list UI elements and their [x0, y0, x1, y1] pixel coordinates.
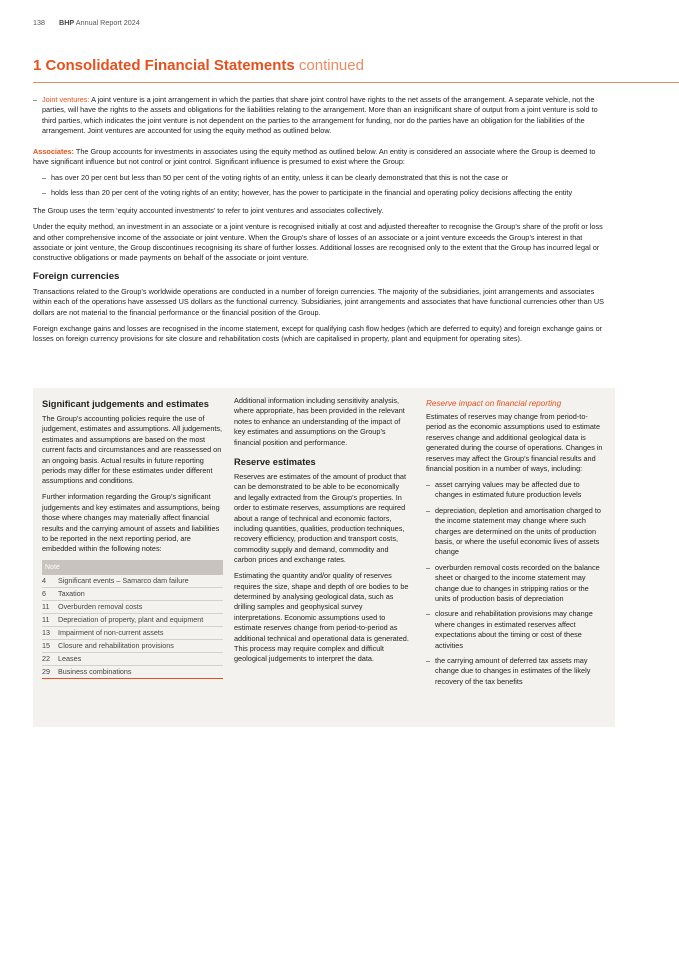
notes-row — [42, 627, 223, 640]
page-header — [33, 18, 140, 27]
paragraph: Further information regarding the Group’s significant judgements and key estimates and assumptions, being those where changes may materially affect financial results and the carrying amount of assets and liabilities to be reported in the next reporting period, are embedded within the following notes: — [42, 492, 220, 554]
main-text — [33, 95, 608, 350]
paragraph: The Group uses the term ‘equity accounted investments’ to refer to joint ventures and associates collectively. — [33, 206, 384, 216]
joint-ventures-text: A joint venture is a joint arrangement in which the parties that share joint control have rights to the net assets of the arrangement. A separate vehicle, not the parties, will have the rights to the assets and obligations for the liabilities relating to the arrangement. More than an insignificant share of output from a joint venture is sold to third parties, which indicates the joint venture is not dependent on the parties to the arrangement for funding, nor do the parties have an obligation for the liabilities of the arrangement. Joint ventures are accounted for using the equity method as outlined below. — [42, 95, 598, 136]
notes-table — [42, 560, 223, 679]
note-number: 4 — [42, 576, 46, 586]
report-name: Annual Report 2024 — [75, 18, 140, 27]
associates-label: Associates: — [33, 146, 74, 156]
note-number: 11 — [42, 615, 50, 625]
brand-name: BHP — [59, 18, 75, 27]
associates-paragraph — [33, 147, 608, 168]
paragraph: Estimating the quantity and/or quality of reserves requires the size, shape and depth of ore bodies to be determined by analysing geological data, such as drilling samples and geophysical survey interpretations. Economic assumptions used to estimate reserves change from period-to-period as additional technical and operational data is generated. This process may require complex and difficult geological judgements to interpret the data. — [234, 571, 409, 664]
associates-text: The Group accounts for investments in associates using the equity method as outlined below. An entity is considered an associate where the Group is deemed to have significant influence but not control or joint control. Significant influence is presumed to exist where the Group: — [33, 146, 596, 167]
notes-row — [42, 653, 223, 666]
impact-bullet: – overburden removal costs recorded on the balance sheet or charged to the income statement may change due to changes in stripping ratios or the units of production basis of depreciation — [426, 563, 604, 605]
note-label: Business combinations — [58, 667, 132, 677]
box-column-2 — [234, 396, 412, 670]
title-rule — [33, 82, 679, 83]
joint-ventures-item — [33, 95, 608, 137]
note-number: 29 — [42, 667, 50, 677]
reserve-impact-heading: Reserve impact on financial reporting — [426, 399, 562, 408]
impact-bullet: – asset carrying values may be affected due to changes in estimated future production levels — [426, 480, 604, 501]
paragraph: Under the equity method, an investment in an associate or a joint venture is recognised initially at cost and adjusted thereafter to recognise the Group’s share of the profit or loss and other comprehensive income of the associate or joint venture. When the Group’s share of losses of an associate or a joint venture exceeds the Group’s interest in that associate or joint venture, the Group discontinues recognising its share of further losses. Additional losses are recognised only to the extent that the Group has incurred legal or constructive obligations or made payments on behalf of the associate or joint venture. — [33, 222, 603, 263]
page-title — [33, 57, 364, 74]
note-label: Overburden removal costs — [58, 602, 143, 612]
note-label: Closure and rehabilitation provisions — [58, 641, 174, 651]
page-number: 138 — [33, 18, 45, 27]
impact-bullet: – depreciation, depletion and amortisation charged to the income statement may change where such charges are determined on the units of production basis, or where the useful economic lives of assets change — [426, 506, 604, 558]
note-number: 6 — [42, 589, 46, 599]
notes-row — [42, 614, 223, 627]
notes-row — [42, 640, 223, 653]
notes-row — [42, 588, 223, 601]
box-column-1 — [42, 396, 223, 679]
notes-row — [42, 666, 223, 679]
paragraph: Additional information including sensitivity analysis, where appropriate, has been provided in the relevant notes to enhance an understanding of the impact of key estimates and assumptions on the Group’s financial position and performance. — [234, 396, 405, 447]
reserve-estimates-heading: Reserve estimates — [234, 457, 316, 468]
foreign-currencies-heading: Foreign currencies — [33, 270, 120, 282]
title-main: 1 Consolidated Financial Statements — [33, 57, 295, 74]
judgements-heading: Significant judgements and estimates — [42, 399, 209, 409]
note-label: Impairment of non-current assets — [58, 628, 164, 638]
paragraph: Estimates of reserves may change from period-to-period as the economic assumptions used to estimate reserves change and additional geological data is generated during the course of operations. Changes in reserves may affect the Group’s financial results and financial position in a number of ways, including: — [426, 412, 603, 474]
associates-bullet: – holds less than 20 per cent of the voting rights of an entity; however, has the power to participate in the financial and operating policy decisions affecting the entity — [42, 188, 608, 198]
note-number: 13 — [42, 628, 50, 638]
paragraph: The Group’s accounting policies require the use of judgement, estimates and assumptions. All judgements, estimates and assumptions are based on the most current facts and circumstances and are reassessed on an ongoing basis. Actual results in future reporting periods may differ for these estimates under different assumptions and conditions. — [42, 414, 223, 486]
notes-row — [42, 601, 223, 614]
paragraph: Transactions related to the Group’s worldwide operations are conducted in a number of foreign currencies. The majority of the subsidiaries, joint arrangements and associates within each of the operations have assessed US dollars as the functional currency. Subsidiaries, joint arrangements and associates that have functional currencies other than US dollars are not material to the financial performance or the financial position of the Group. — [33, 286, 604, 317]
joint-ventures-label: Joint ventures: — [42, 95, 90, 104]
note-label: Depreciation of property, plant and equipment — [58, 615, 204, 625]
note-label: Significant events – Samarco dam failure — [58, 576, 189, 586]
impact-bullet: – the carrying amount of deferred tax assets may change due to changes in estimates of the likely recovery of the tax benefits — [426, 656, 604, 687]
paragraph: Foreign exchange gains and losses are recognised in the income statement, except for qualifying cash flow hedges (which are deferred to equity) and foreign exchange gains or losses on foreign currency provisions for site closure and rehabilitation costs (which are capitalised in property, plant and equipment for operating sites). — [33, 323, 603, 343]
note-label: Leases — [58, 654, 82, 664]
note-number: 15 — [42, 641, 50, 651]
title-continued: continued — [298, 57, 364, 74]
notes-table-header: Note — [42, 560, 223, 575]
notes-row — [42, 575, 223, 588]
box-column-3 — [426, 396, 604, 692]
paragraph: Reserves are estimates of the amount of product that can be demonstrated to be able to be economically and legally extracted from the Group’s properties. In order to estimate reserves, assumptions are required about a range of technical and economic factors, including quantities, qualities, production techniques, recovery efficiency, production and transport costs, commodity supply and demand, commodity and carbon prices and exchange rates. — [234, 472, 406, 565]
judgements-box — [33, 388, 615, 727]
note-number: 11 — [42, 602, 50, 612]
associates-bullet: – has over 20 per cent but less than 50 per cent of the voting rights of an entity, unless it can be clearly demonstrated that this is not the case or — [42, 173, 608, 183]
note-label: Taxation — [58, 589, 85, 599]
note-number: 22 — [42, 654, 50, 664]
impact-bullet: – closure and rehabilitation provisions may change where changes in estimated reserves affect expectations about the timing or cost of these activities — [426, 609, 604, 651]
